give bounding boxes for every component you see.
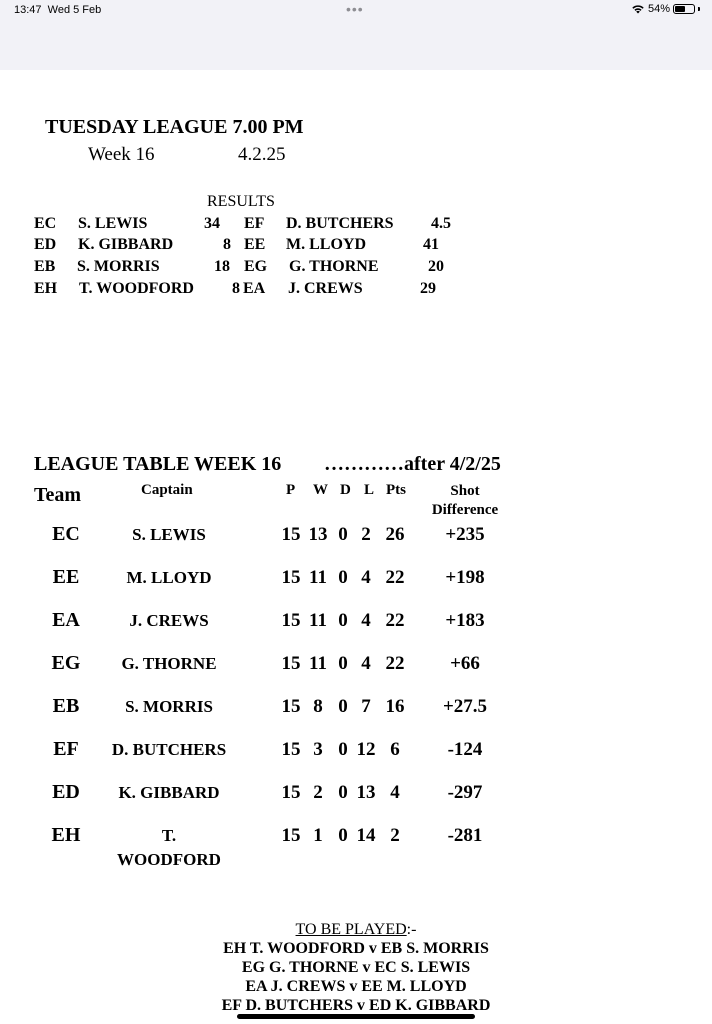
row-drawn: 0	[338, 610, 348, 631]
row-played: 15	[281, 653, 301, 674]
row-team: EF	[53, 738, 79, 760]
header-won: W	[313, 482, 328, 498]
row-won: 13	[308, 524, 328, 545]
row-won: 11	[309, 653, 327, 674]
row-lost: 14	[356, 825, 376, 846]
results-heading: RESULTS	[207, 193, 275, 210]
status-clock: 13:47	[14, 4, 42, 16]
row-drawn: 0	[338, 696, 348, 717]
row-captain: M. LLOYD	[126, 568, 212, 587]
row-shot-difference: -124	[447, 739, 483, 760]
row-team: EG	[51, 652, 81, 674]
row-captain: S. MORRIS	[125, 697, 213, 716]
result-home-name: T. WOODFORD	[79, 280, 194, 297]
row-lost: 13	[356, 782, 376, 803]
result-away-score: 4.5	[431, 215, 451, 232]
result-away-score: 41	[423, 236, 439, 253]
row-drawn: 0	[338, 524, 348, 545]
result-away-name: J. CREWS	[288, 280, 363, 297]
row-stats	[280, 524, 420, 546]
result-home-score: 8	[223, 236, 231, 253]
result-home-code: ED	[34, 236, 57, 253]
row-stats	[280, 696, 420, 718]
result-away-name: D. BUTCHERS	[286, 215, 394, 232]
row-captain: T. WOODFORD	[117, 826, 221, 869]
row-captain: S. LEWIS	[132, 525, 206, 544]
row-team: ED	[52, 781, 80, 803]
header-captain: Captain	[141, 482, 193, 498]
fixtures-title: TO BE PLAYED	[295, 921, 407, 938]
league-table-heading: LEAGUE TABLE WEEK 16	[34, 453, 282, 475]
row-shot-difference: +183	[445, 610, 485, 631]
row-won: 1	[313, 825, 323, 846]
result-home-name: S. MORRIS	[77, 258, 160, 275]
header-played: P	[286, 482, 296, 498]
result-home-code: EB	[34, 258, 56, 275]
row-stats	[280, 653, 420, 675]
row-played: 15	[281, 739, 301, 760]
row-won: 11	[309, 567, 327, 588]
row-team: EH	[51, 824, 81, 846]
result-home-code: EC	[34, 215, 57, 232]
row-points: 2	[390, 825, 400, 846]
row-captain: J. CREWS	[129, 611, 209, 630]
row-stats	[280, 567, 420, 589]
row-lost: 4	[361, 567, 371, 588]
row-points: 22	[385, 610, 405, 631]
row-shot-difference: -281	[447, 825, 483, 846]
row-stats	[280, 610, 420, 632]
header-lost: L	[364, 482, 375, 498]
row-played: 15	[281, 524, 301, 545]
battery-percent: 54%	[647, 3, 670, 15]
fixture-item: EF D. BUTCHERS v ED K. GIBBARD	[221, 997, 491, 1014]
row-shot-difference: +27.5	[442, 696, 488, 717]
fixtures-title-suffix: :-	[406, 921, 417, 938]
result-away-code: EE	[244, 236, 266, 253]
fixtures-section	[150, 920, 562, 1015]
multitasking-dots-icon[interactable]: •••	[346, 1, 364, 17]
row-lost: 7	[361, 696, 371, 717]
row-drawn: 0	[338, 782, 348, 803]
row-drawn: 0	[338, 825, 348, 846]
row-lost: 4	[361, 653, 371, 674]
fixture-item: EG G. THORNE v EC S. LEWIS	[241, 959, 471, 976]
row-shot-difference: +235	[445, 524, 485, 545]
result-away-code: EA	[243, 280, 266, 297]
document-title: TUESDAY LEAGUE 7.00 PM	[45, 116, 304, 138]
result-home-score: 8	[232, 280, 240, 297]
league-table-date: …………after 4/2/25	[324, 453, 501, 475]
row-played: 15	[281, 782, 301, 803]
row-captain: K. GIBBARD	[118, 783, 220, 802]
result-away-name: M. LLOYD	[286, 236, 366, 253]
row-team: EE	[52, 566, 80, 588]
row-stats	[280, 825, 420, 847]
row-team: EB	[52, 695, 80, 717]
status-time	[14, 4, 101, 16]
row-captain: G. THORNE	[121, 654, 217, 673]
result-home-score: 34	[204, 215, 220, 232]
result-away-code: EF	[244, 215, 265, 232]
header-drawn: D	[340, 482, 351, 498]
row-played: 15	[281, 567, 301, 588]
status-date: Wed 5 Feb	[47, 4, 102, 16]
row-played: 15	[281, 825, 301, 846]
result-away-code: EG	[244, 258, 268, 275]
row-stats	[280, 739, 420, 761]
row-won: 3	[313, 739, 323, 760]
battery-cap	[698, 7, 700, 11]
week-label: Week 16	[88, 144, 155, 165]
home-indicator[interactable]	[237, 1014, 475, 1019]
row-won: 8	[313, 696, 323, 717]
row-drawn: 0	[338, 739, 348, 760]
fixture-item: EH T. WOODFORD v EB S. MORRIS	[223, 940, 489, 957]
result-home-name: K. GIBBARD	[78, 236, 174, 253]
row-team: EA	[52, 609, 80, 631]
row-lost: 2	[361, 524, 371, 545]
date-label: 4.2.25	[238, 144, 286, 165]
row-drawn: 0	[338, 567, 348, 588]
row-captain: D. BUTCHERS	[111, 740, 227, 759]
row-points: 6	[390, 739, 400, 760]
battery-icon	[673, 4, 695, 14]
result-home-score: 18	[214, 258, 230, 275]
row-played: 15	[281, 696, 301, 717]
row-lost: 12	[356, 739, 376, 760]
wifi-icon	[631, 4, 645, 14]
row-points: 22	[385, 567, 405, 588]
header-team: Team	[34, 484, 82, 506]
row-shot-difference: +66	[450, 653, 480, 674]
row-played: 15	[281, 610, 301, 631]
row-points: 26	[385, 524, 405, 545]
row-drawn: 0	[338, 653, 348, 674]
header-shot-difference: Shot Difference	[431, 483, 499, 518]
row-won: 11	[309, 610, 327, 631]
fixtures-heading	[150, 920, 562, 939]
row-team: EC	[52, 523, 80, 545]
row-points: 22	[385, 653, 405, 674]
row-shot-difference: -297	[447, 782, 483, 803]
result-home-name: S. LEWIS	[78, 215, 148, 232]
row-stats	[280, 782, 420, 804]
result-away-score: 29	[420, 280, 436, 297]
row-won: 2	[313, 782, 323, 803]
header-points: Pts	[386, 482, 406, 498]
status-indicators	[631, 3, 700, 15]
fixture-item: EA J. CREWS v EE M. LLOYD	[245, 978, 467, 995]
row-points: 4	[390, 782, 400, 803]
row-points: 16	[385, 696, 405, 717]
result-away-score: 20	[428, 258, 444, 275]
result-home-code: EH	[34, 280, 58, 297]
row-shot-difference: +198	[445, 567, 485, 588]
battery-level	[675, 6, 685, 12]
row-lost: 4	[361, 610, 371, 631]
result-away-name: G. THORNE	[289, 258, 379, 275]
